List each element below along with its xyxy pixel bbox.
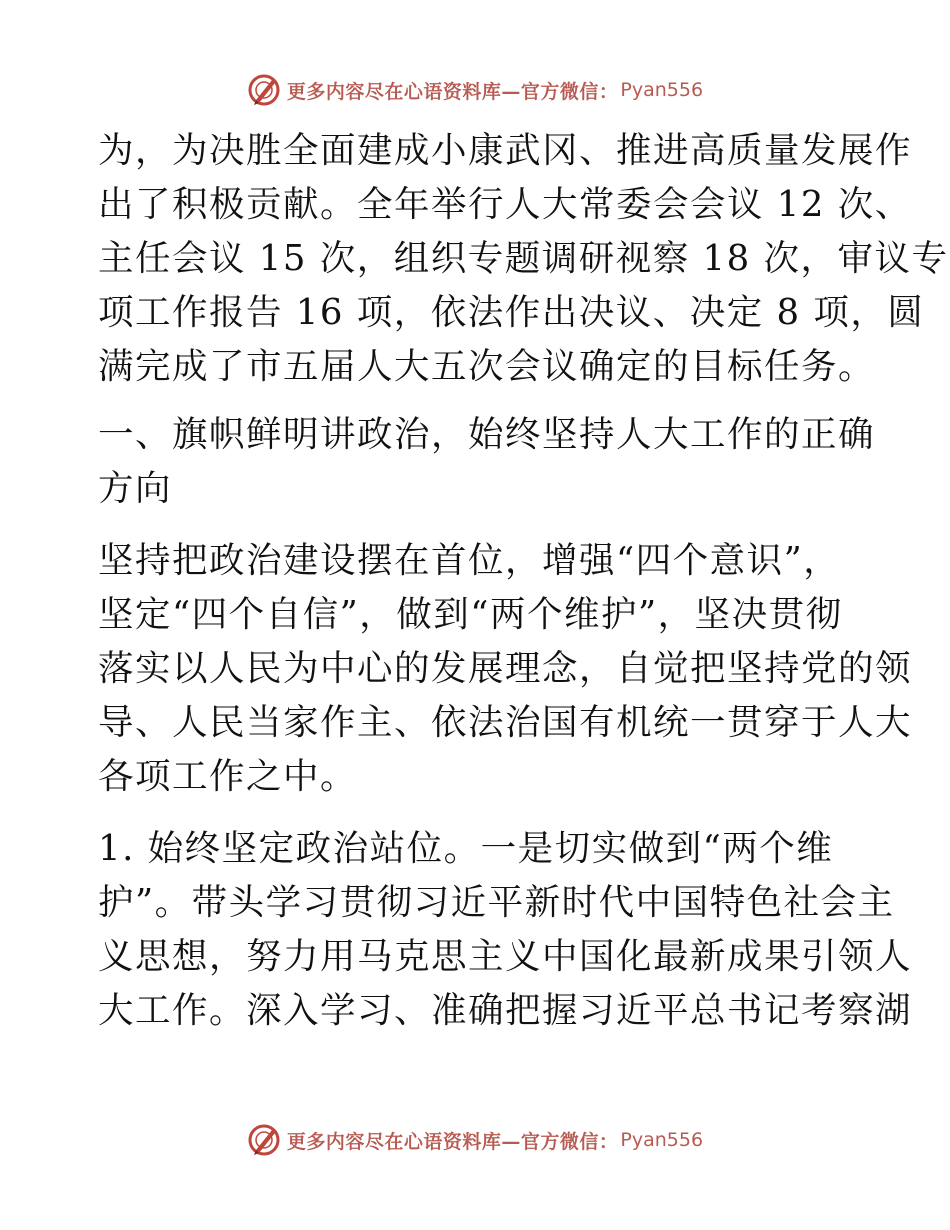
header-banner — [0, 70, 950, 110]
banner-wechat-id: Pyan556 — [620, 79, 704, 101]
text-line: 一、旗帜鲜明讲政治，始终坚持人大工作的正确 — [98, 414, 876, 455]
text-line: 1. 始终坚定政治站位。一是切实做到“两个维 — [98, 828, 834, 869]
text-line: 大工作。深入学习、准确把握习近平总书记考察湖 — [98, 990, 913, 1031]
text-line: 护”。带头学习贯彻习近平新时代中国特色社会主 — [98, 882, 895, 923]
text-line: 主任会议 15 次，组织专题调研视察 18 次，审议专 — [98, 238, 949, 279]
banner-text: 更多内容尽在心语资料库—官方微信： — [286, 1130, 619, 1153]
text-line: 出了积极贡献。全年举行人大常委会会议 12 次、 — [98, 184, 912, 225]
text-line: 坚持把政治建设摆在首位，增强“四个意识”， — [98, 540, 841, 581]
banner-text: 更多内容尽在心语资料库—官方微信： — [286, 80, 619, 103]
paragraph-3 — [98, 822, 913, 1038]
section-heading-1 — [98, 408, 876, 516]
paragraph-2 — [98, 534, 913, 804]
paragraph-1 — [98, 124, 949, 394]
text-line: 导、人民当家作主、依法治国有机统一贯穿于人大 — [98, 702, 913, 743]
text-line: 坚定“四个自信”，做到“两个维护”，坚决贯彻 — [98, 594, 843, 635]
pen-circle-logo-icon — [247, 73, 281, 107]
document-body — [98, 124, 949, 1038]
footer-banner — [0, 1120, 950, 1160]
text-line: 各项工作之中。 — [98, 756, 358, 797]
text-line: 方向 — [98, 468, 173, 509]
text-line: 义思想，努力用马克思主义中国化最新成果引领人 — [98, 936, 913, 977]
pen-circle-logo-icon — [247, 1123, 281, 1157]
text-line: 满完成了市五届人大五次会议确定的目标任务。 — [98, 346, 876, 387]
banner-wechat-id: Pyan556 — [620, 1129, 704, 1151]
text-line: 项工作报告 16 项，依法作出决议、决定 8 项，圆 — [98, 292, 925, 333]
text-line: 为，为决胜全面建成小康武冈、推进高质量发展作 — [98, 130, 913, 171]
text-line: 落实以人民为中心的发展理念，自觉把坚持党的领 — [98, 648, 913, 689]
